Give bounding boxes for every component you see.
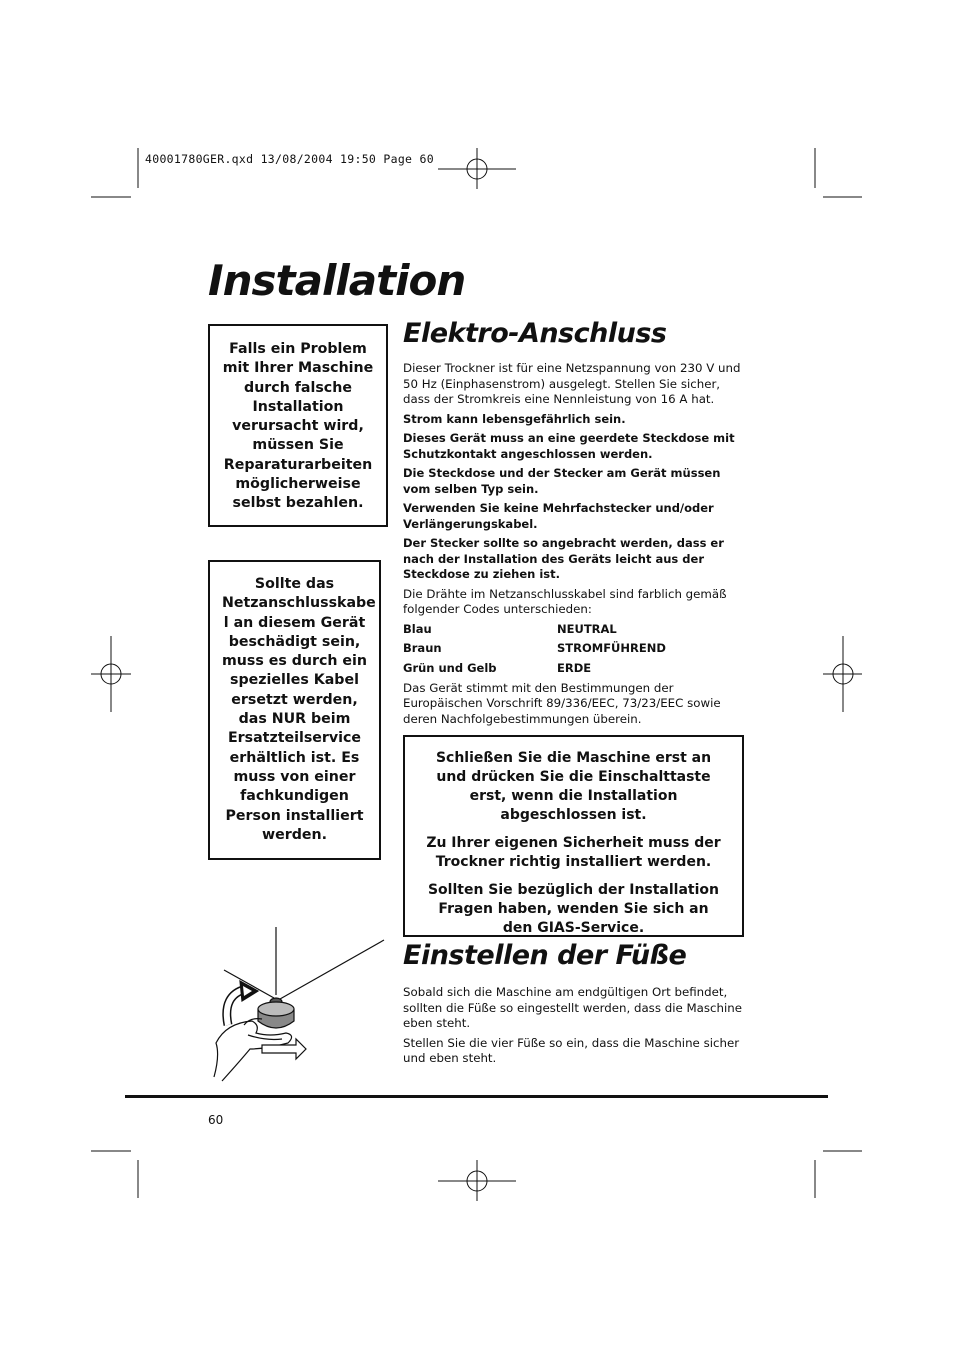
note-box-liability: Falls ein Problem mit Ihrer Maschine durch falsche Installation verursacht wird, müssen Sie Reparaturarbeiten möglicherweise selbst bezahlen. [208,324,388,527]
warning-text: Zu Ihrer eigenen Sicherheit muss der Trockner richtig installiert werden. [426,835,721,870]
compliance-text: Das Gerät stimmt mit den Bestimmungen der Europäischen Vorschrift 89/336/EEC, 73/23/EEC sowie deren Nachfolgebestimmungen überein. [403,680,721,726]
feet-paragraph: Sobald sich die Maschine am endgültigen Ort befindet, sollten die Füße so eingestellt werden, dass die Maschine eben steht. [403,985,743,1030]
warning-text: Sollten Sie bezüglich der Installation Fragen haben, wenden Sie sich an den GIAS-Service. [427,882,720,936]
wires-intro: Die Drähte im Netzanschlusskabel sind farblich gemäß folgender Codes unterschieden: [403,586,727,616]
footer-rule [125,1095,828,1098]
section-heading-feet: Einstellen der Füße [403,940,687,971]
wire-row [403,659,748,679]
warning-box [403,735,744,937]
page-number: 60 [208,1113,224,1127]
section-heading-electrical: Elektro-Anschluss [403,318,667,349]
wire-color-table [403,620,748,679]
warning-text: Schließen Sie die Maschine erst an und drücken Sie die Einschalttaste erst, wenn die Installation abgeschlossen ist. [435,750,712,823]
electrical-section-body [403,361,748,731]
wire-row [403,639,748,659]
electrical-intro: Dieser Trockner ist für eine Netzspannung von 230 V und 50 Hz (Einphasenstrom) ausgelegt. Stellen Sie sicher, dass der Stromkreis eine Nennleistung von 16 A hat. [403,361,741,406]
bold-point: Dieses Gerät muss an eine geerdete Steckdose mit Schutzkontakt angeschlossen werden. [403,431,735,461]
bold-point: Verwenden Sie keine Mehrfachstecker und/oder Verlängerungskabel. [403,501,714,531]
foot-adjustment-illustration [200,925,390,1085]
slug-line: 40001780GER.qxd 13/08/2004 19:50 Page 60 [145,152,434,166]
bold-point: Strom kann lebensgefährlich sein. [403,411,626,426]
bold-point: Die Steckdose und der Stecker am Gerät müssen vom selben Typ sein. [403,466,721,496]
page-title: Installation [208,256,466,305]
wire-color: Grün und Gelb [403,661,497,676]
wire-meaning: ERDE [557,661,592,676]
wire-color: Blau [403,621,432,636]
wire-color: Braun [403,641,442,656]
wire-row [403,620,748,640]
feet-section-body [403,985,748,1071]
bold-point: Der Stecker sollte so angebracht werden, dass er nach der Installation des Geräts leicht aus der Steckdose zu ziehen ist. [403,536,724,581]
wire-meaning: STROMFÜHREND [557,641,666,656]
feet-paragraph: Stellen Sie die vier Füße so ein, dass die Maschine sicher und eben steht. [403,1035,740,1065]
wire-meaning: NEUTRAL [557,621,617,636]
note-box-power-cable: Sollte das Netzanschlusskabe l an diesem Gerät beschädigt sein, muss es durch ein spezielles Kabel ersetzt werden, das NUR beim Ersatzteilservice erhältlich ist. Es muss von einer fachkundigen Person installiert werden. [208,560,381,860]
